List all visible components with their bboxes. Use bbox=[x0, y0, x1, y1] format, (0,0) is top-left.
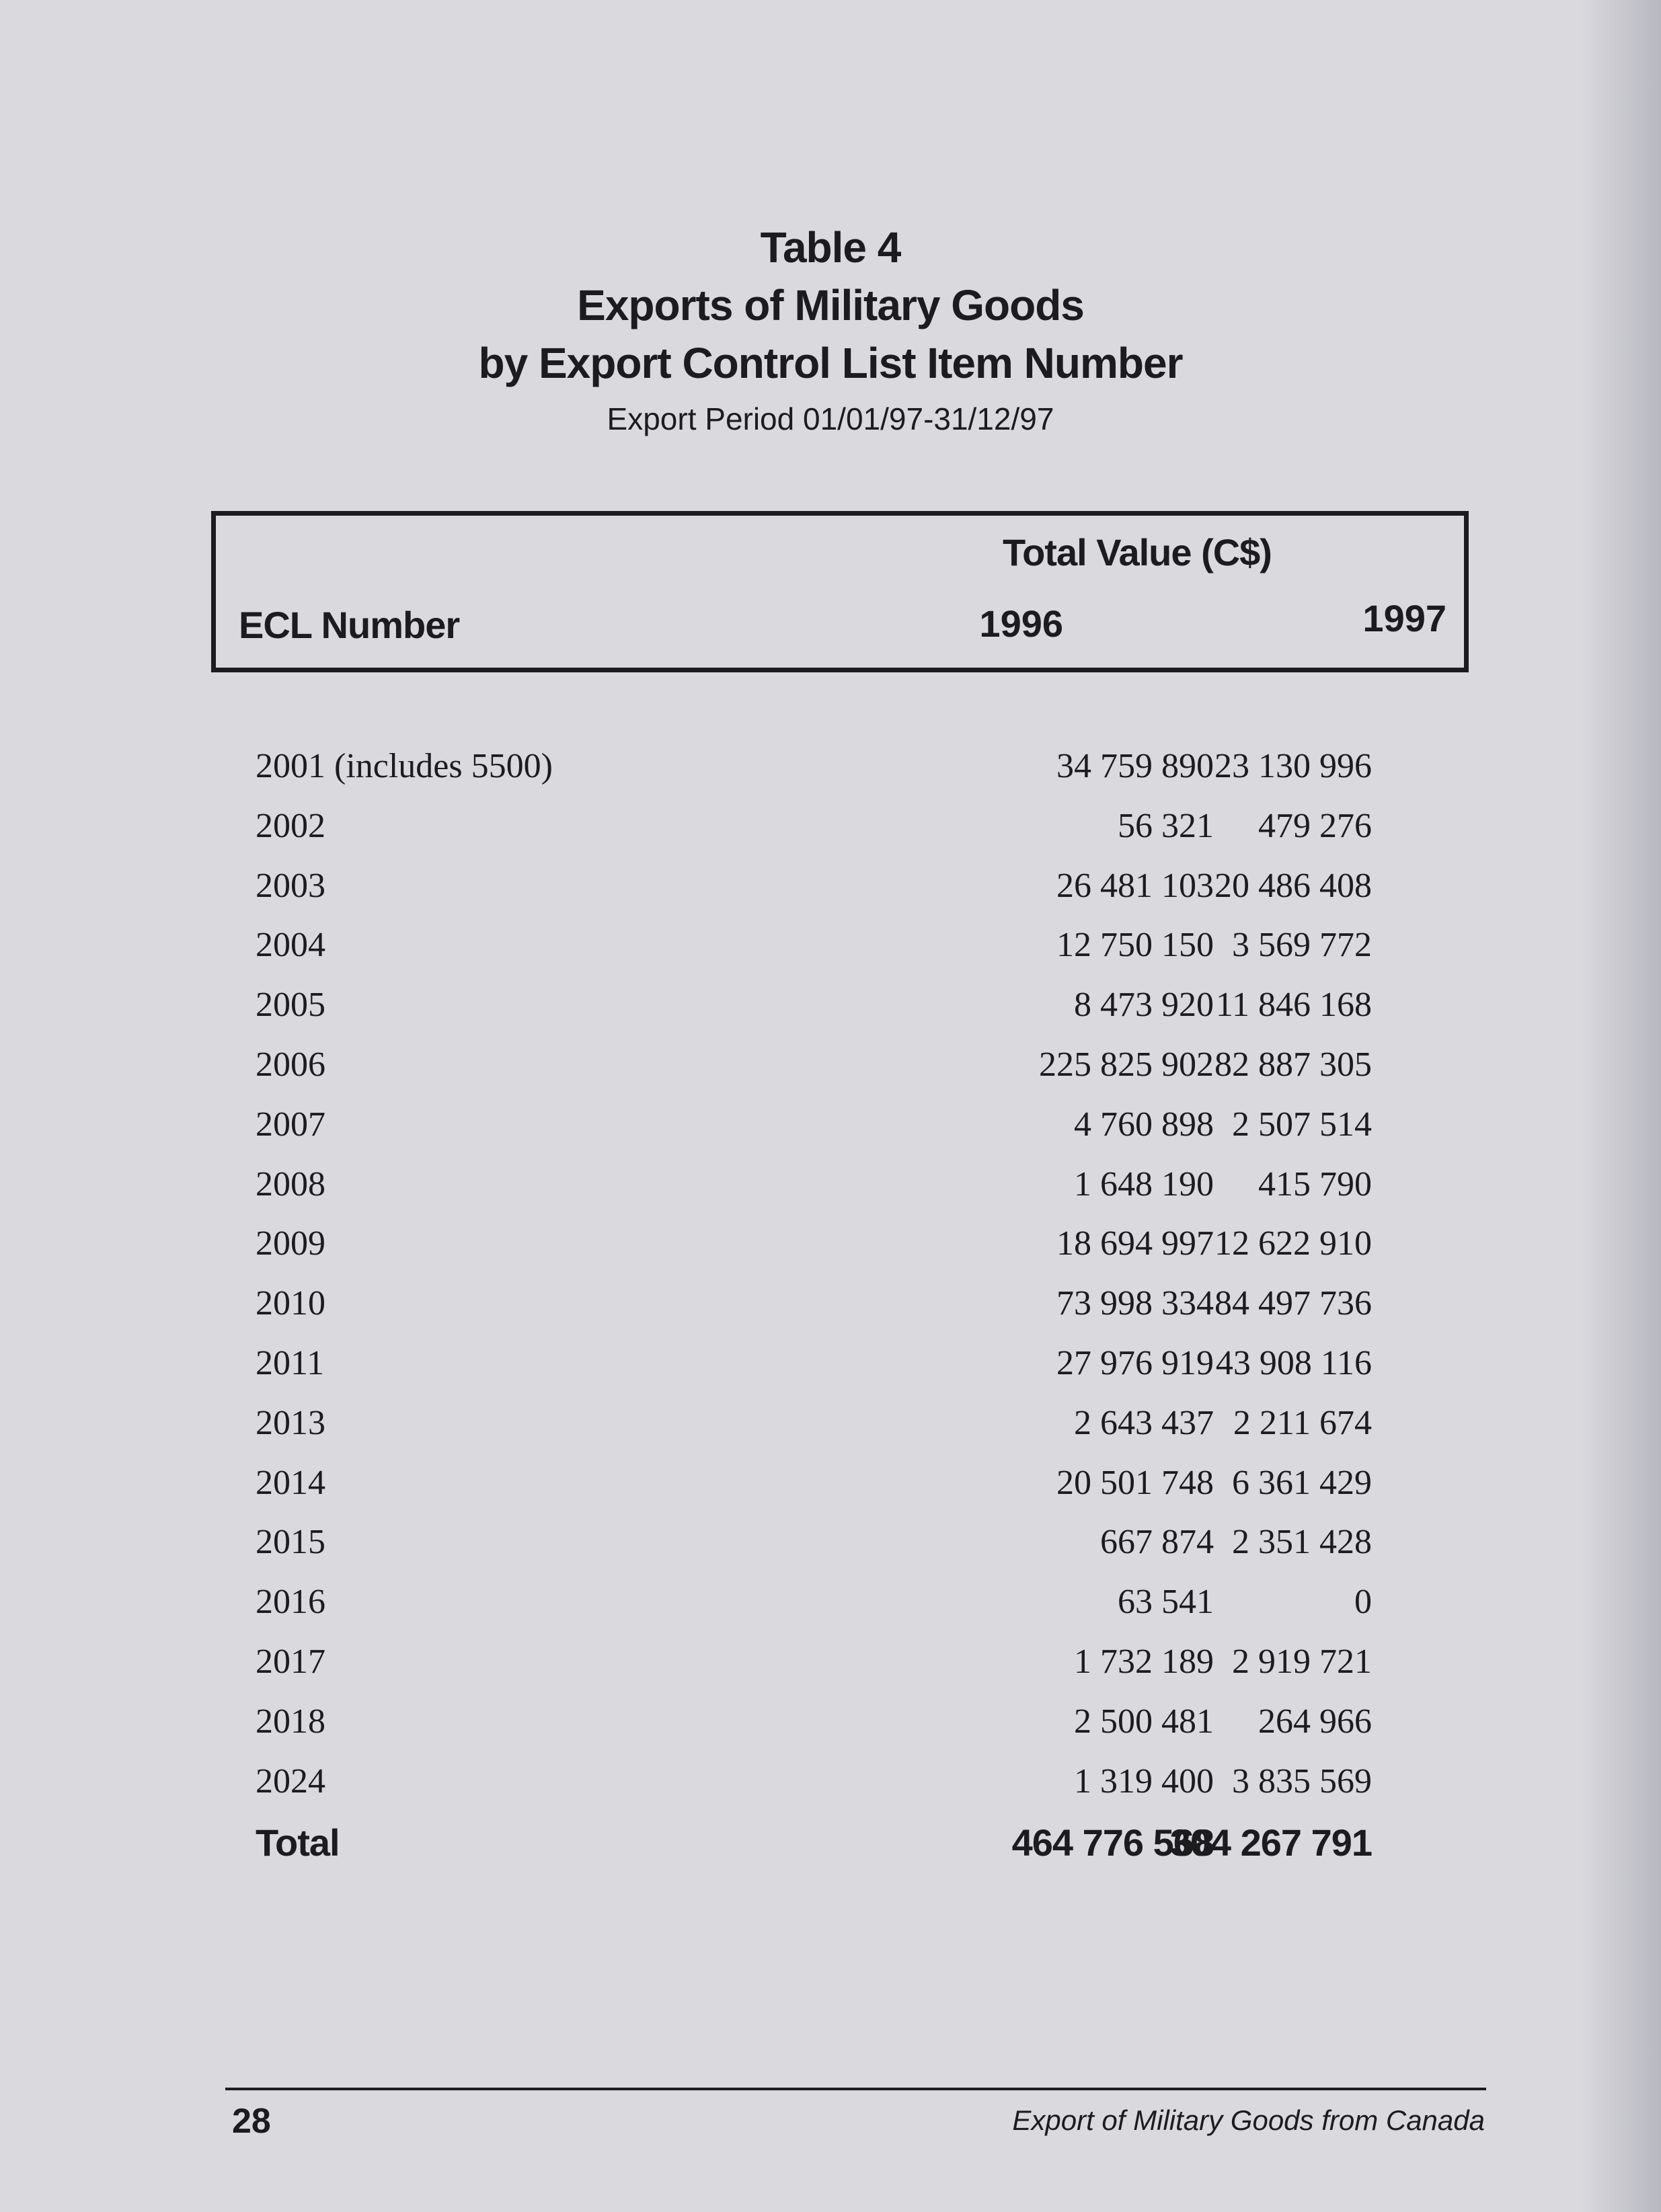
table-row bbox=[256, 1105, 1385, 1164]
group-header-total-value: Total Value (C$) bbox=[1003, 531, 1272, 574]
cell-1996: 73 998 334 bbox=[1056, 1284, 1214, 1323]
table-row bbox=[256, 806, 1385, 866]
cell-1996: 2 643 437 bbox=[1074, 1403, 1214, 1442]
column-header-1997: 1997 bbox=[1362, 597, 1446, 639]
cell-1997: 11 846 168 bbox=[1215, 986, 1372, 1025]
cell-1996: 27 976 919 bbox=[1056, 1343, 1214, 1382]
column-header-box bbox=[211, 511, 1469, 672]
column-header-1996: 1996 bbox=[979, 602, 1063, 645]
cell-1997: 0 bbox=[1354, 1583, 1372, 1622]
cell-1997: 6 361 429 bbox=[1232, 1463, 1372, 1502]
cell-ecl: 2008 bbox=[256, 1164, 325, 1203]
table-row bbox=[256, 1224, 1385, 1283]
table-row bbox=[256, 1762, 1385, 1821]
cell-1997: 264 966 bbox=[1258, 1702, 1372, 1741]
cell-ecl: 2014 bbox=[256, 1463, 325, 1502]
cell-ecl: 2013 bbox=[256, 1403, 325, 1442]
cell-1997: 12 622 910 bbox=[1214, 1224, 1372, 1263]
column-header-ecl: ECL Number bbox=[239, 604, 460, 646]
cell-ecl: 2024 bbox=[256, 1762, 325, 1801]
total-label: Total bbox=[256, 1821, 340, 1864]
cell-1996: 63 541 bbox=[1118, 1583, 1214, 1622]
cell-ecl: 2006 bbox=[256, 1045, 325, 1084]
cell-1997: 479 276 bbox=[1258, 806, 1372, 845]
table-body bbox=[256, 746, 1385, 1881]
cell-1996: 12 750 150 bbox=[1056, 926, 1214, 965]
footer-divider bbox=[225, 2088, 1486, 2090]
cell-1997: 84 497 736 bbox=[1214, 1284, 1372, 1323]
cell-1996: 20 501 748 bbox=[1056, 1463, 1214, 1502]
cell-1996: 8 473 920 bbox=[1074, 986, 1214, 1025]
table-row bbox=[256, 1642, 1385, 1702]
cell-1997: 2 919 721 bbox=[1232, 1642, 1372, 1681]
cell-ecl: 2007 bbox=[256, 1105, 325, 1144]
table-header bbox=[0, 219, 1661, 440]
cell-1997: 2 507 514 bbox=[1232, 1105, 1372, 1144]
cell-1996: 2 500 481 bbox=[1074, 1702, 1214, 1741]
cell-ecl: 2005 bbox=[256, 986, 325, 1025]
table-row bbox=[256, 746, 1385, 806]
cell-1996: 18 694 997 bbox=[1056, 1224, 1214, 1263]
cell-1996: 225 825 902 bbox=[1039, 1045, 1214, 1084]
cell-ecl: 2002 bbox=[256, 806, 325, 845]
table-row bbox=[256, 1045, 1385, 1105]
cell-1997: 3 569 772 bbox=[1232, 926, 1372, 965]
cell-1996: 4 760 898 bbox=[1074, 1105, 1214, 1144]
table-total-row bbox=[256, 1821, 1385, 1881]
table-row bbox=[256, 866, 1385, 926]
cell-1997: 2 211 674 bbox=[1233, 1403, 1372, 1442]
cell-ecl: 2010 bbox=[256, 1284, 325, 1323]
table-row bbox=[256, 1343, 1385, 1403]
table-title-line-2: by Export Control List Item Number bbox=[478, 339, 1183, 387]
table-row bbox=[256, 1283, 1385, 1343]
cell-ecl: 2011 bbox=[256, 1343, 325, 1382]
table-row bbox=[256, 1403, 1385, 1463]
running-title: Export of Military Goods from Canada bbox=[1012, 2104, 1485, 2136]
table-row bbox=[256, 1582, 1385, 1642]
table-row bbox=[256, 925, 1385, 985]
cell-ecl: 2017 bbox=[256, 1642, 325, 1681]
table-row bbox=[256, 1702, 1385, 1762]
cell-1997: 415 790 bbox=[1258, 1164, 1372, 1203]
cell-1996: 1 319 400 bbox=[1074, 1762, 1214, 1801]
cell-ecl: 2009 bbox=[256, 1224, 325, 1263]
cell-1997: 3 835 569 bbox=[1232, 1762, 1372, 1801]
cell-1996: 34 759 890 bbox=[1056, 747, 1214, 785]
cell-1997: 20 486 408 bbox=[1214, 866, 1372, 905]
table-row bbox=[256, 985, 1385, 1045]
cell-ecl: 2003 bbox=[256, 866, 325, 905]
export-period: Export Period 01/01/97-31/12/97 bbox=[607, 401, 1054, 436]
table-label: Table 4 bbox=[760, 223, 901, 272]
table-row bbox=[256, 1463, 1385, 1523]
cell-1996: 26 481 103 bbox=[1056, 866, 1214, 905]
page-number: 28 bbox=[232, 2102, 271, 2141]
cell-1997: 82 887 305 bbox=[1214, 1045, 1372, 1084]
cell-ecl: 2015 bbox=[256, 1523, 325, 1562]
table-title-line-1: Exports of Military Goods bbox=[577, 281, 1084, 329]
cell-ecl: 2016 bbox=[256, 1583, 325, 1622]
cell-1997: 2 351 428 bbox=[1232, 1523, 1372, 1562]
cell-1997: 43 908 116 bbox=[1215, 1343, 1372, 1382]
total-1996: 464 776 568 bbox=[1011, 1821, 1214, 1864]
cell-1996: 56 321 bbox=[1118, 806, 1214, 845]
cell-1996: 667 874 bbox=[1100, 1523, 1214, 1562]
table-row bbox=[256, 1522, 1385, 1582]
cell-1996: 1 732 189 bbox=[1074, 1642, 1214, 1681]
cell-1996: 1 648 190 bbox=[1074, 1164, 1214, 1203]
cell-ecl: 2004 bbox=[256, 926, 325, 965]
cell-ecl: 2018 bbox=[256, 1702, 325, 1741]
table-row bbox=[256, 1164, 1385, 1224]
total-1997: 304 267 791 bbox=[1169, 1821, 1372, 1864]
cell-ecl: 2001 (includes 5500) bbox=[256, 747, 553, 785]
cell-1997: 23 130 996 bbox=[1214, 747, 1372, 785]
